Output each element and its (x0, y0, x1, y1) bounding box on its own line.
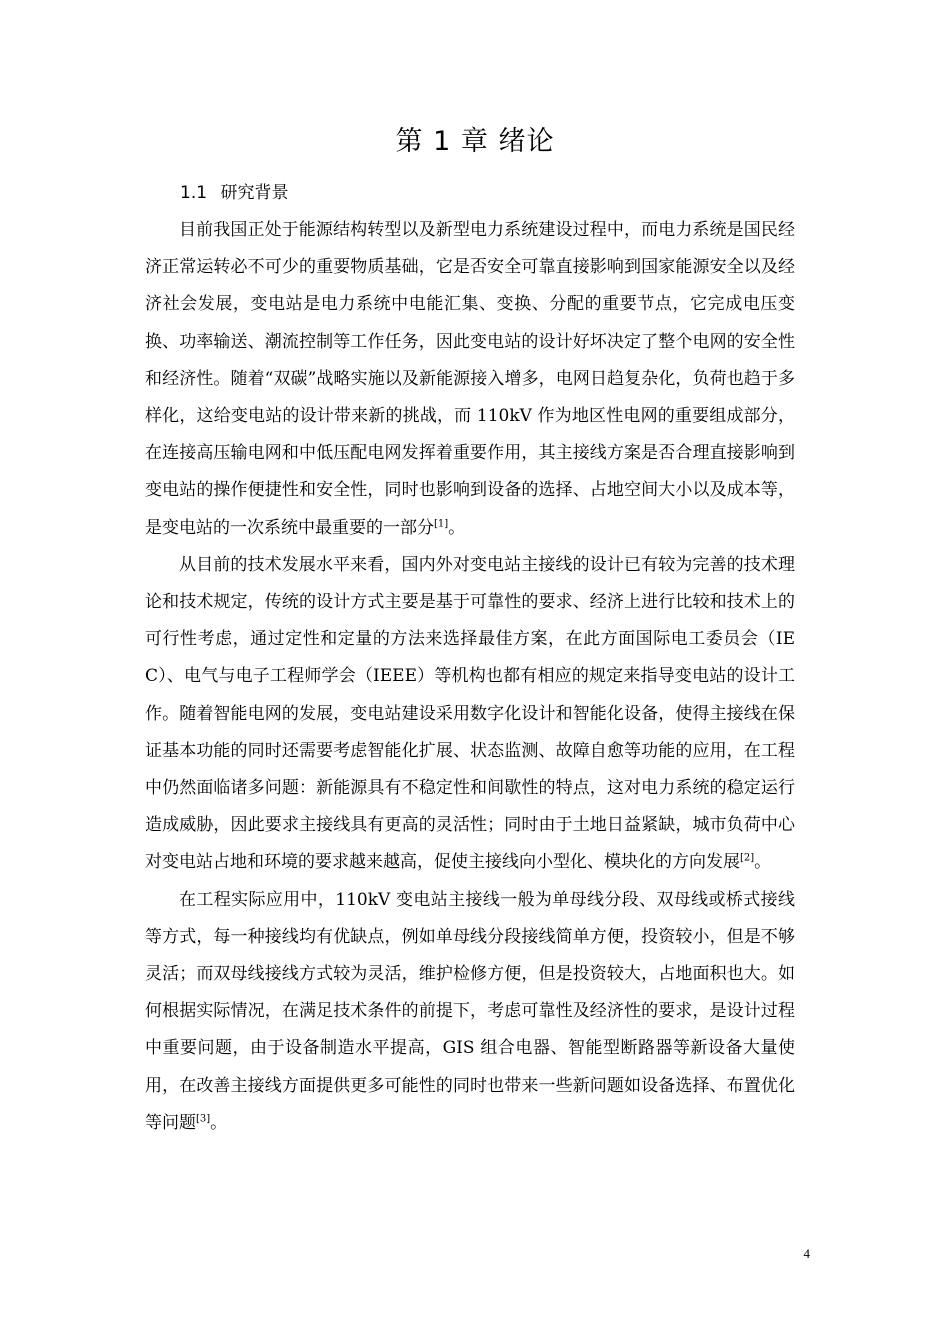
paragraph-3 (145, 882, 795, 1142)
paragraph-end: 。 (754, 852, 772, 873)
paragraph-text: 在工程实际应用中，110kV 变电站主接线一般为单母线分段、双母线或桥式接线等方式，每一种接线均有优缺点，例如单母线分段接线简单方便，投资较小，但是不够灵活；而双母线接线方式较为灵活，维护检修方便，但是投资较大，占地面积也大。如何根据实际情况，在满足技术条件的前提下，考虑可靠性及经济性的要求，是设计过程中重要问题，由于设备制造水平提高，GIS 组合电器、智能型断路器等新设备大量使用，在改善主接线方面提供更多可能性的同时也带来一些新问题如设备选择、布置优化等问题 (145, 889, 795, 1133)
paragraph-text: 从目前的技术发展水平来看，国内外对变电站主接线的设计已有较为完善的技术理论和技术规定，传统的设计方式主要是基于可靠性的要求、经济上进行比较和技术上的可行性考虑，通过定性和定量的方法来选择最佳方案，在此方面国际电工委员会（IEC）、电气与电子工程师学会（IEEE）等机构也都有相应的规定来指导变电站的设计工作。随着智能电网的发展，变电站建设采用数字化设计和智能化设备，使得主接线在保证基本功能的同时还需要考虑智能化扩展、状态监测、故障自愈等功能的应用，在工程中仍然面临诸多问题：新能源具有不稳定性和间歇性的特点，这对电力系统的稳定运行造成威胁，因此要求主接线具有更高的灵活性；同时由于土地日益紧缺，城市负荷中心对变电站占地和环境的要求越来越高，促使主接线向小型化、模块化的方向发展 (145, 554, 795, 873)
citation: [1] (434, 517, 449, 529)
paragraph-text: 目前我国正处于能源结构转型以及新型电力系统建设过程中，而电力系统是国民经济正常运转必不可少的重要物质基础，它是否安全可靠直接影响到国家能源安全以及经济社会发展，变电站是电力系统中电能汇集、变换、分配的重要节点，它完成电压变换、功率输送、潮流控制等工作任务，因此变电站的设计好坏决定了整个电网的安全性和经济性。随着“双碳”战略实施以及新能源接入增多，电网日趋复杂化，负荷也趋于多样化，这给变电站的设计带来新的挑战，而 110kV 作为地区性电网的重要组成部分，在连接高压输电网和中低压配电网发挥着重要作用，其主接线方案是否合理直接影响到变电站的操作便捷性和安全性，同时也影响到设备的选择、占地空间大小以及成本等，是变电站的一次系统中最重要的一部分 (145, 220, 795, 538)
paragraph-1 (145, 212, 795, 547)
citation: [2] (740, 852, 755, 864)
chapter-title: 第 1 章 绪论 (395, 126, 555, 157)
body-text (145, 212, 795, 1142)
section-heading (180, 180, 288, 206)
section-number: 1.1 (180, 183, 208, 203)
paragraph-end: 。 (448, 517, 466, 538)
page-number: 4 (803, 1246, 810, 1261)
paragraph-2 (145, 547, 795, 882)
citation: [3] (196, 1113, 211, 1125)
paragraph-end: 。 (210, 1112, 228, 1133)
section-title: 研究背景 (220, 183, 289, 203)
